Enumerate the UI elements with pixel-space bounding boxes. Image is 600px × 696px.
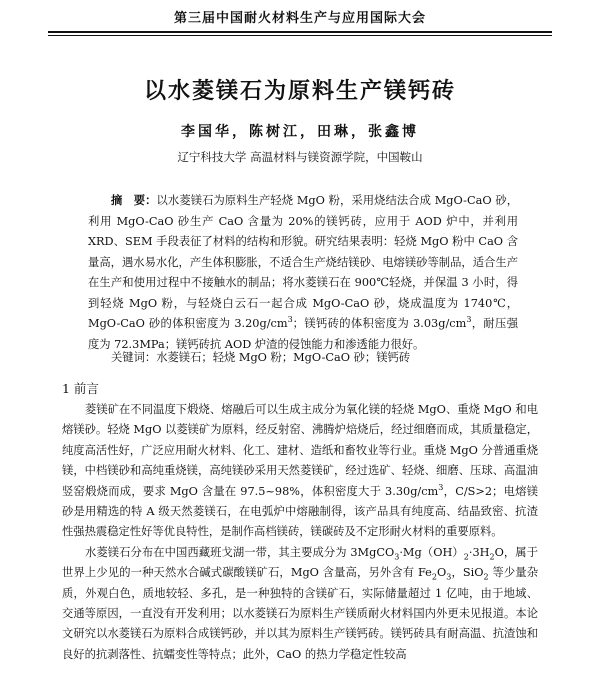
paragraph-text: 菱镁矿在不同温度下煅烧、熔融后可以生成主成分为氧化镁的轻烧 MgO、重烧 MgO 和电熔镁砂。轻烧 MgO 以菱镁矿为原料，经反射窑、沸腾炉焙烧后，经过细磨而成，其质量稳定，纯度高活性好，广泛应用耐火材料、化工、建材、造纸和畜牧业等行业。重烧 MgO 分普通重烧镁，中档镁砂和高纯重烧镁，高纯镁砂采用天然菱镁矿，经过选矿、轻烧、细磨、压球、高温油竖窑煅烧而成，要求 MgO 含量在 97.5~98%，体积密度大于 3.30g/cm: [62, 403, 538, 498]
abstract-text-2: ；镁钙砖的体积密度为 3.03g/cm: [292, 317, 467, 330]
author-list: 李国华，陈树江，田琳，张鑫博: [181, 124, 419, 140]
paper-title: 以水菱镁石为原料生产镁钙砖: [143, 79, 456, 104]
paragraph-text: 水菱镁石分布在中国西藏班戈湖一带，其主要成分为 3MgCO: [85, 545, 395, 559]
abstract-sup-1: 3: [287, 315, 293, 325]
subscript: 2: [463, 552, 469, 562]
paragraph: [62, 543, 538, 665]
keywords-text: 水菱镁石；轻烧 MgO 粉；MgO-CaO 砂；镁钙砖: [156, 351, 411, 364]
header-rule: [48, 31, 552, 36]
keywords-label: 关键词：: [111, 351, 157, 364]
keywords: [88, 348, 518, 368]
subscript: 2: [489, 552, 495, 562]
abstract-text-1: 以水菱镁石为原料生产轻烧 MgO 粉，采用烧结法合成 MgO-CaO 砂，利用 MgO-CaO 砂生产 CaO 含量为 20%的镁钙砖，应用于 AOD 炉中，并利用 XRD、SEM 手段表征了材料的结构和形貌。研究结果表明：轻烧 MgO 粉中 CaO 含量高，遇水易水化，产生体积膨胀，不适合生产烧结镁砂、电熔镁砂等制品，适合生产在生产和使用过程中不接触水的制品；将水菱镁石在 900℃轻烧，并保温 3 小时，得到轻烧 MgO 粉，与轻烧白云石一起合成 MgO-CaO 砂，烧成温度为 1740℃，MgO-CaO 砂的体积密度为 3.20g/cm: [88, 194, 518, 330]
abstract-text-3: ，耐压强度为 72.3MPa；镁钙砖抗 AOD 炉渣的侵蚀能力和渗透能力很好。: [88, 317, 518, 351]
subscript: 3: [394, 552, 400, 562]
running-header: 第三届中国耐火材料生产与应用国际大会: [173, 11, 426, 26]
abstract: [88, 191, 518, 355]
paragraph-text: ·Mg（OH）: [399, 545, 464, 559]
affiliation: 辽宁科技大学 高温材料与镁资源学院，中国鞍山: [177, 150, 423, 164]
introduction-body: [62, 400, 538, 665]
paragraph-text: 等少量杂质，外观白色，质地较轻、多孔，是一种独特的含镁矿石，实际储量超过 1 亿吨，由于地域、交通等原因，一直没有开发利用；以水菱镁石为原料生产镁质耐火材料国内外更未见报道。本论文研究以水菱镁石为原料合成镁钙砂，并以其为原料生产镁钙砖。镁钙砖具有耐高温、抗渣蚀和良好的抗剥落性、抗蠕变性等特点；此外，CaO 的热力学稳定性较高: [62, 566, 539, 661]
subscript: 2: [431, 572, 437, 582]
superscript: 3: [438, 482, 444, 492]
subscript: 2: [483, 572, 489, 582]
paragraph-text: ，SiO: [451, 566, 484, 580]
abstract-label: 摘 要：: [111, 194, 157, 207]
paragraph-text: O，属于世界上少见的一种天然水合碱式碳酸镁矿石，MgO 含量高，另外含有 Fe: [62, 545, 538, 580]
section-heading-introduction: 1 前言: [62, 381, 99, 396]
subscript: 3: [446, 572, 452, 582]
paragraph-text: O: [436, 566, 447, 580]
abstract-sup-2: 3: [466, 315, 472, 325]
paragraph-text: ·3H: [468, 545, 490, 559]
paragraph-text: ，C/S>2；电熔镁砂是用精选的特 A 级天然菱镁石，在电弧炉中熔融制得，该产品具有纯度高、结晶致密、抗渣性强热震稳定性好等优良特性，是制作高档镁砖，镁碳砖及不定形耐火材料的重要原料。: [62, 484, 539, 539]
paragraph: [62, 400, 538, 543]
